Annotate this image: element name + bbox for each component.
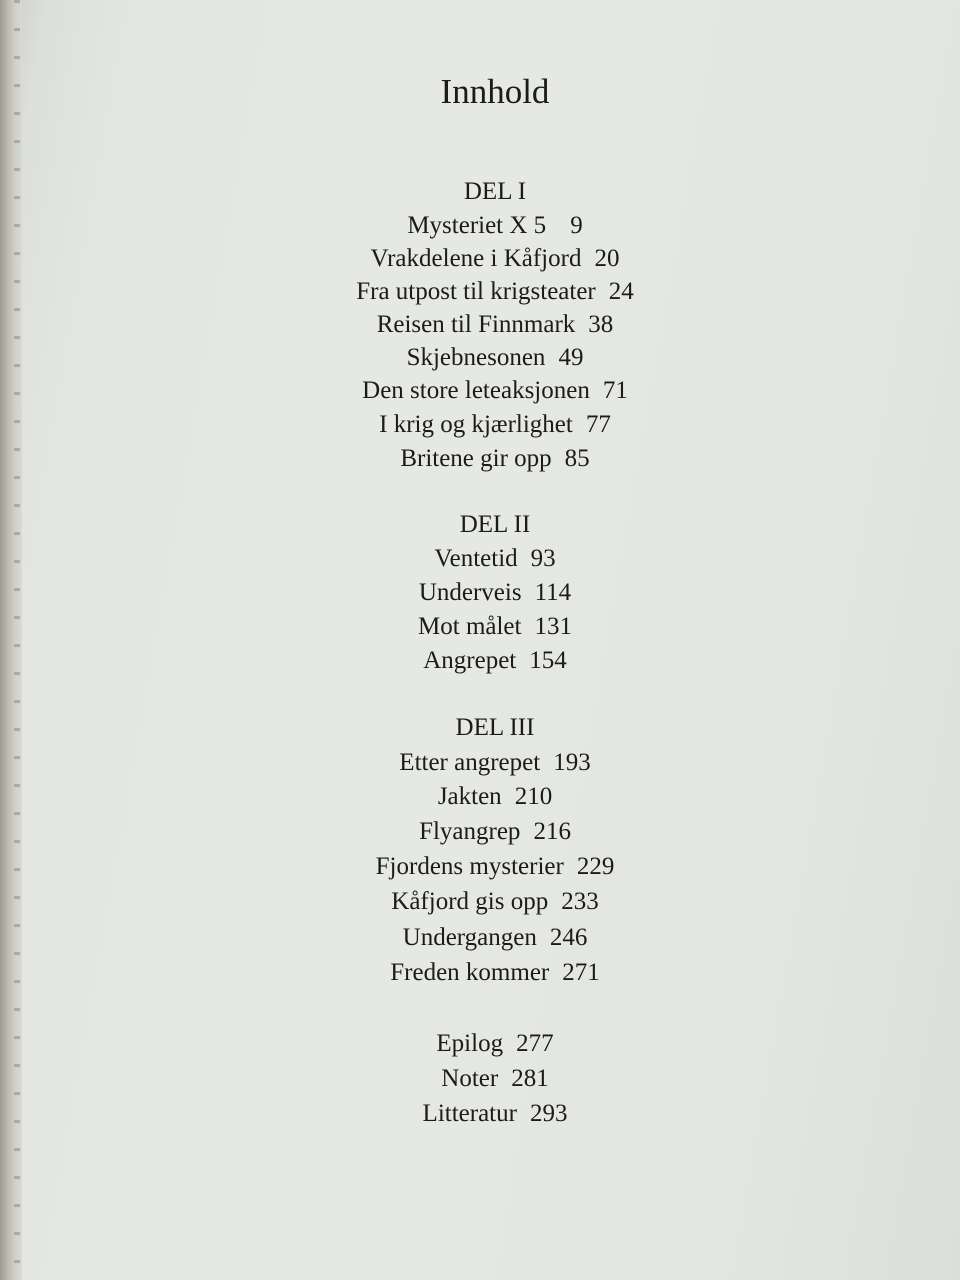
part-heading-2: DEL II [459, 511, 531, 538]
entry-page-number: 216 [533, 818, 571, 845]
entry-title: Kåfjord gis opp [391, 888, 549, 915]
entry-page-number: 38 [588, 311, 614, 338]
toc-entry [0, 308, 960, 342]
entry-title: Britene gir opp [400, 445, 552, 472]
toc-entry [0, 341, 960, 375]
entry-page-number: 210 [514, 783, 553, 810]
toc-entry [0, 815, 960, 849]
entry-page-number: 246 [549, 924, 588, 951]
entry-page-number: 71 [602, 377, 628, 404]
entry-page-number: 77 [585, 411, 611, 438]
entry-page-number: 131 [534, 613, 572, 640]
entry-title: Mot målet [418, 613, 522, 640]
entry-page-number: 154 [529, 647, 567, 674]
toc-entry [0, 542, 960, 576]
entry-page-number: 293 [529, 1100, 568, 1127]
entry-title: Litteratur [422, 1100, 517, 1127]
entry-page-number: 24 [608, 278, 634, 305]
toc-entry [0, 610, 960, 644]
entry-page-number: 49 [558, 344, 584, 371]
toc-entry [0, 780, 960, 814]
part-heading-3: DEL III [455, 714, 535, 741]
toc-entry [0, 956, 960, 990]
toc-entry [0, 850, 960, 884]
entry-title: Den store leteaksjonen [362, 377, 590, 404]
entry-page-number: 281 [511, 1065, 549, 1092]
toc-entry [0, 921, 960, 955]
toc-entry [0, 885, 960, 919]
entry-title: Ventetid [434, 545, 518, 572]
toc-entry [0, 209, 960, 243]
entry-page-number: 9 [570, 212, 583, 239]
entry-title: Skjebnesonen [406, 344, 546, 371]
toc-entry [0, 242, 960, 276]
toc-entry [0, 374, 960, 408]
toc-entry [0, 1062, 960, 1096]
entry-title: Mysteriet X 5 [407, 212, 547, 239]
entry-page-number: 277 [516, 1030, 554, 1057]
entry-title: Noter [441, 1065, 499, 1092]
toc-entry [0, 1097, 960, 1131]
entry-title: Flyangrep [419, 818, 521, 845]
entry-page-number: 193 [553, 749, 591, 776]
entry-title: Epilog [436, 1030, 504, 1057]
entry-page-number: 85 [564, 445, 590, 472]
entry-title: Reisen til Finnmark [376, 311, 576, 338]
toc-entry [0, 408, 960, 442]
entry-title: Jakten [437, 783, 502, 810]
entry-title: Fra utpost til krigsteater [356, 278, 596, 305]
toc-entry [0, 576, 960, 610]
entry-title: I krig og kjærlighet [379, 411, 573, 438]
entry-title: Fjordens mysterier [375, 853, 564, 880]
entry-page-number: 233 [561, 888, 599, 915]
entry-title: Vrakdelene i Kåfjord [370, 245, 582, 272]
entry-title: Etter angrepet [399, 749, 541, 776]
entry-page-number: 229 [576, 853, 615, 880]
part-heading-1: DEL I [463, 178, 527, 205]
entry-title: Undergangen [402, 924, 537, 951]
entry-title: Freden kommer [390, 959, 550, 986]
toc-entry [0, 1027, 960, 1061]
toc-entry [0, 442, 960, 476]
toc-entry [0, 644, 960, 678]
toc-entry [0, 746, 960, 780]
entry-page-number: 114 [534, 579, 572, 606]
entry-title: Angrepet [423, 647, 517, 674]
entry-title: Underveis [418, 579, 522, 606]
toc-entry [0, 275, 960, 309]
entry-page-number: 93 [530, 545, 556, 572]
entry-page-number: 20 [594, 245, 620, 272]
page-title: Innhold [440, 72, 550, 111]
entry-page-number: 271 [562, 959, 600, 986]
